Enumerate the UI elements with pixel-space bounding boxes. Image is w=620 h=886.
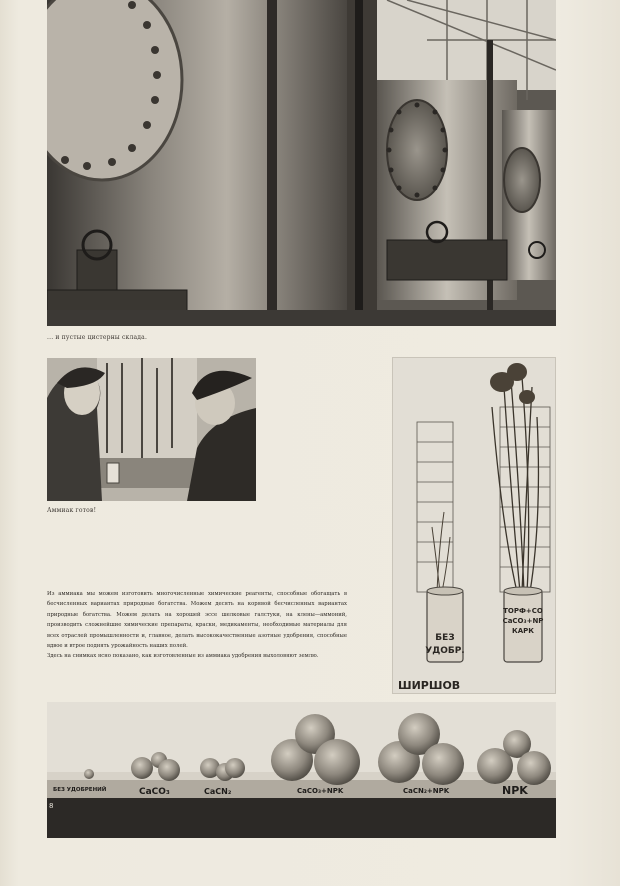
cabbage-photo (47, 702, 556, 838)
right-jar-label-3: КАРК (512, 627, 534, 635)
cabbage-label-cacn2-npk: CaCN₂+NPK (403, 787, 450, 795)
right-jar-label-2: СаСО₃+NР (502, 617, 544, 625)
cabbage-label-cacn2: CaCN₂ (204, 787, 232, 796)
cabbage-label-caco3: CaCO₃ (139, 787, 170, 797)
tanks-photo (47, 0, 556, 326)
body-paragraph-1: Из аммиака мы можем изготовить многочисленные химические реагенты, способные обогащать в бесчисленных вариантах природные богатства. Можем десять на корявой бесчисленных вариантах природные богатства. Можем делать на хорошей эссе шелковые галстуки, на клены—аммоний, производить сложнейшие химические препараты, краски, медикаменты, необходимые материалы для всех отраслей промышленности и, главное, делать высококачественные азотные удобрения, способные вдвое и втрое поднять урожайность наших полей. (47, 591, 347, 650)
cabbage-label-caco3-npk: CaCO₃+NPK (297, 787, 344, 795)
lab-photo (47, 358, 256, 501)
right-jar-label-1: ТОРФ+СО (503, 607, 543, 615)
cabbage-label-no-fertilizer: БЕЗ УДОБРЕНИЙ (53, 787, 107, 793)
lab-caption: Аммиак готов! (47, 507, 97, 514)
body-paragraph-2: Здесь на снимках ясно показано, как изготовленные из аммиака удобрения выхоловяют землю. (47, 653, 319, 660)
cabbage-label-npk: NPK (502, 784, 528, 797)
plants-photo (392, 357, 556, 694)
left-jar-label-1: БЕЗ (435, 633, 455, 643)
body-text (47, 589, 347, 662)
tanks-caption: ... и пустые цистерны склада. (47, 334, 148, 341)
photographer-signature: ШИРШОВ (398, 679, 461, 692)
left-jar-label-2: УДОБР. (425, 646, 465, 656)
page-number: 8 (49, 802, 54, 810)
